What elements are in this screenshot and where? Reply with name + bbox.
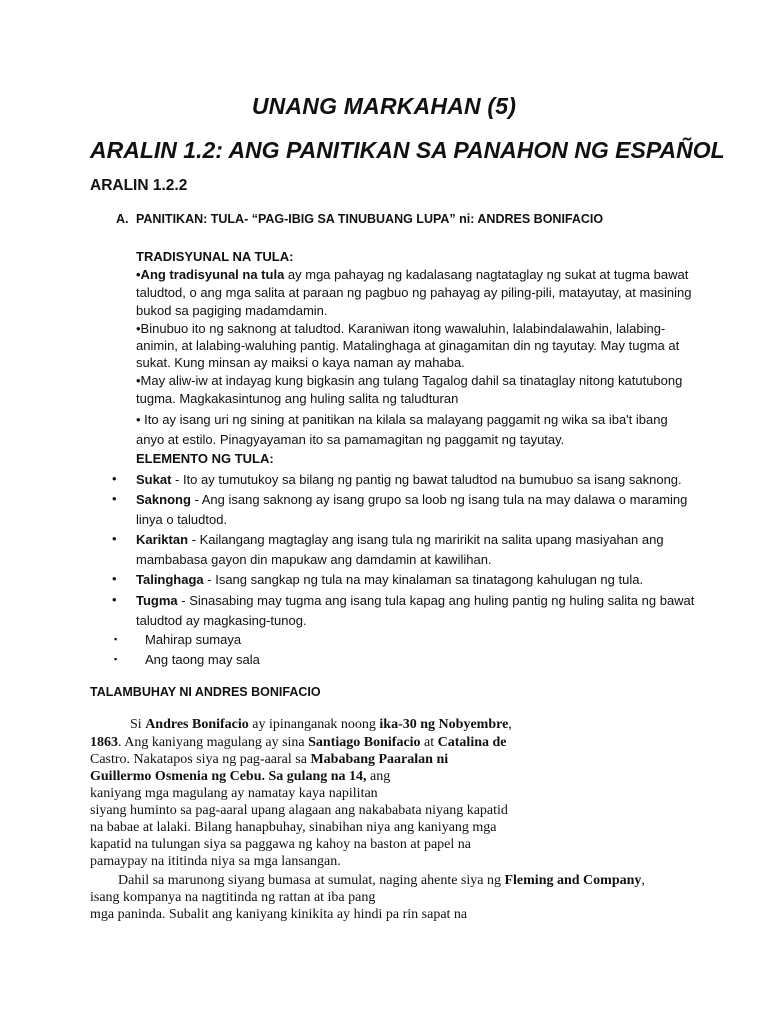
bio-school: Guillermo Osmenia ng Cebu. Sa gulang na 14,	[90, 769, 367, 784]
elemento-definition: - Kailangang magtaglay ang isang tula ng maririkit na salita upang masiyahan ang	[188, 532, 664, 547]
bio-date: ika-30 ng Nobyembre	[379, 717, 509, 732]
example-item: Mahirap sumaya	[145, 632, 242, 647]
lesson-title: ARALIN 1.2: ANG PANITIKAN SA PANAHON NG ESPAÑOL	[90, 137, 725, 163]
elemento-heading: ELEMENTO NG TULA:	[136, 451, 274, 466]
tradisyunal-paragraph-3-line-1: •May aliw-iw at indayag kung bigkasin ang tulang Tagalog dahil sa tinataglay nitong katutubong	[136, 373, 683, 388]
bio-line-10	[118, 872, 645, 889]
elemento-definition: - Ito ay tumutukoy sa bilang ng pantig ng bawat taludtod na bumubuo sa isang saknong.	[171, 472, 682, 487]
page-title: UNANG MARKAHAN (5)	[251, 93, 517, 119]
bullet-icon: •	[112, 471, 117, 486]
bio-name: Catalina de	[437, 735, 507, 750]
paragraph-text: ay mga pahayag ng kadalasang nagtataglay ng sukat at tugma bawat	[284, 267, 689, 282]
bio-text: ,	[508, 717, 512, 732]
bullet-icon: •	[112, 571, 117, 586]
bio-name: Santiago Bonifacio	[308, 735, 421, 750]
tradisyunal-term: •Ang tradisyunal na tula	[136, 267, 285, 282]
elemento-item-saknong	[136, 491, 687, 509]
bio-line-4	[90, 768, 390, 785]
bio-text: Dahil sa marunong siyang bumasa at sumulat, naging ahente siya ng	[118, 873, 505, 888]
bio-line-2	[90, 734, 507, 751]
elemento-term: Tugma	[136, 593, 178, 608]
bullet-icon: •	[112, 592, 117, 607]
bio-year: 1863	[90, 735, 118, 750]
square-bullet-icon: ▪	[114, 654, 118, 664]
tradisyunal-paragraph-1-line-1	[136, 266, 688, 284]
tradisyunal-paragraph-4-line-2: anyo at estilo. Pinagyayaman ito sa pamamagitan ng paggamit ng tayutay.	[136, 432, 565, 447]
elemento-item-saknong-line-2: linya o taludtod.	[136, 512, 228, 527]
elemento-item-tugma	[136, 592, 694, 610]
bio-line-12: mga paninda. Subalit ang kaniyang kinikita ay hindi pa rin sapat na	[90, 907, 468, 922]
bio-line-3	[90, 751, 448, 768]
bio-text: ay ipinanganak noong	[248, 717, 380, 732]
bio-text: . Ang kaniyang magulang ay sina	[118, 735, 309, 750]
bio-text: ang	[366, 769, 391, 784]
elemento-definition: - Ang isang saknong ay isang grupo sa loob ng isang tula na may dalawa o maraming	[190, 492, 688, 507]
elemento-item-tugma-line-2: taludtod ay magkasing-tunog.	[136, 613, 307, 628]
tradisyunal-paragraph-4-line-1: • Ito ay isang uri ng sining at panitikan na kilala sa malayang paggamit ng wika sa iba't ibang	[136, 412, 668, 427]
bio-company: Fleming and Company	[504, 873, 642, 888]
elemento-term: Sukat	[136, 472, 172, 487]
bullet-icon: •	[112, 531, 117, 546]
section-letter: A.	[116, 212, 129, 226]
tradisyunal-paragraph-1-line-2: taludtod, o ang mga salita at paraan ng pagbuo ng pahayag ay piling-pili, matayutay, at masining	[136, 285, 692, 300]
bio-school: Mababang Paaralan ni	[310, 752, 449, 767]
bio-text: ,	[641, 873, 645, 888]
bio-line-9: pamaypay na ititinda niya sa mga lansangan.	[90, 854, 341, 869]
bullet-icon: •	[112, 491, 117, 506]
bio-text: Si	[130, 717, 146, 732]
tradisyunal-paragraph-2-line-2: animin, at lalabing-waluhing pantig. Matalinghaga at ginagamitan din ng tayutay. May tugma at	[136, 338, 680, 353]
elemento-term: Talinghaga	[136, 572, 204, 587]
bio-line-7: na babae at lalaki. Bilang hanapbuhay, sinabihan niya ang kaniyang mga	[90, 820, 497, 835]
section-a-heading	[116, 212, 603, 226]
tradisyunal-paragraph-3-line-2: tugma. Magkakasintunog ang huling salita ng taludturan	[136, 391, 459, 406]
tradisyunal-paragraph-1-line-3: bukod sa pagiging madamdamin.	[136, 303, 328, 318]
bio-name: Andres Bonifacio	[145, 717, 249, 732]
bio-line-6: siyang huminto sa pag-aaral upang alagaan ang nakababata niyang kapatid	[90, 803, 508, 818]
bio-line-11: isang kompanya na nagtitinda ng rattan at iba pang	[90, 890, 376, 905]
elemento-item-talinghaga	[136, 571, 643, 589]
bio-line-8: kapatid na tulungan siya sa paggawa ng kahoy na baston at papel na	[90, 837, 471, 852]
elemento-item-kariktan	[136, 531, 664, 549]
section-a-text: PANITIKAN: TULA- “PAG-IBIG SA TINUBUANG LUPA” ni: ANDRES BONIFACIO	[136, 212, 604, 226]
tradisyunal-heading: TRADISYUNAL NA TULA:	[136, 249, 294, 264]
bio-text: Castro. Nakatapos siya ng pag-aaral sa	[90, 752, 311, 767]
elemento-definition: - Isang sangkap ng tula na may kinalaman sa tinatagong kahulugan ng tula.	[203, 572, 644, 587]
elemento-definition: - Sinasabing may tugma ang isang tula kapag ang huling pantig ng huling salita ng bawat	[177, 593, 695, 608]
bio-text: at	[420, 735, 438, 750]
bio-line-1	[130, 716, 512, 733]
elemento-item-sukat	[136, 471, 682, 489]
talambuhay-heading: TALAMBUHAY NI ANDRES BONIFACIO	[90, 685, 321, 699]
elemento-item-kariktan-line-2: mambabasa gayon din mapukaw ang damdamin at kawilihan.	[136, 552, 492, 567]
example-item: Ang taong may sala	[145, 652, 260, 667]
elemento-term: Kariktan	[136, 532, 189, 547]
tradisyunal-paragraph-2-line-1: •Binubuo ito ng saknong at taludtod. Karaniwan itong wawaluhin, lalabindalawahin, lalabing-	[136, 321, 666, 336]
bio-line-5: kaniyang mga magulang ay namatay kaya napilitan	[90, 786, 378, 801]
tradisyunal-paragraph-2-line-3: sukat. Kung minsan ay maiksi o kaya naman ay mahaba.	[136, 355, 465, 370]
lesson-number: ARALIN 1.2.2	[90, 177, 188, 194]
square-bullet-icon: ▪	[114, 634, 118, 644]
elemento-term: Saknong	[136, 492, 191, 507]
